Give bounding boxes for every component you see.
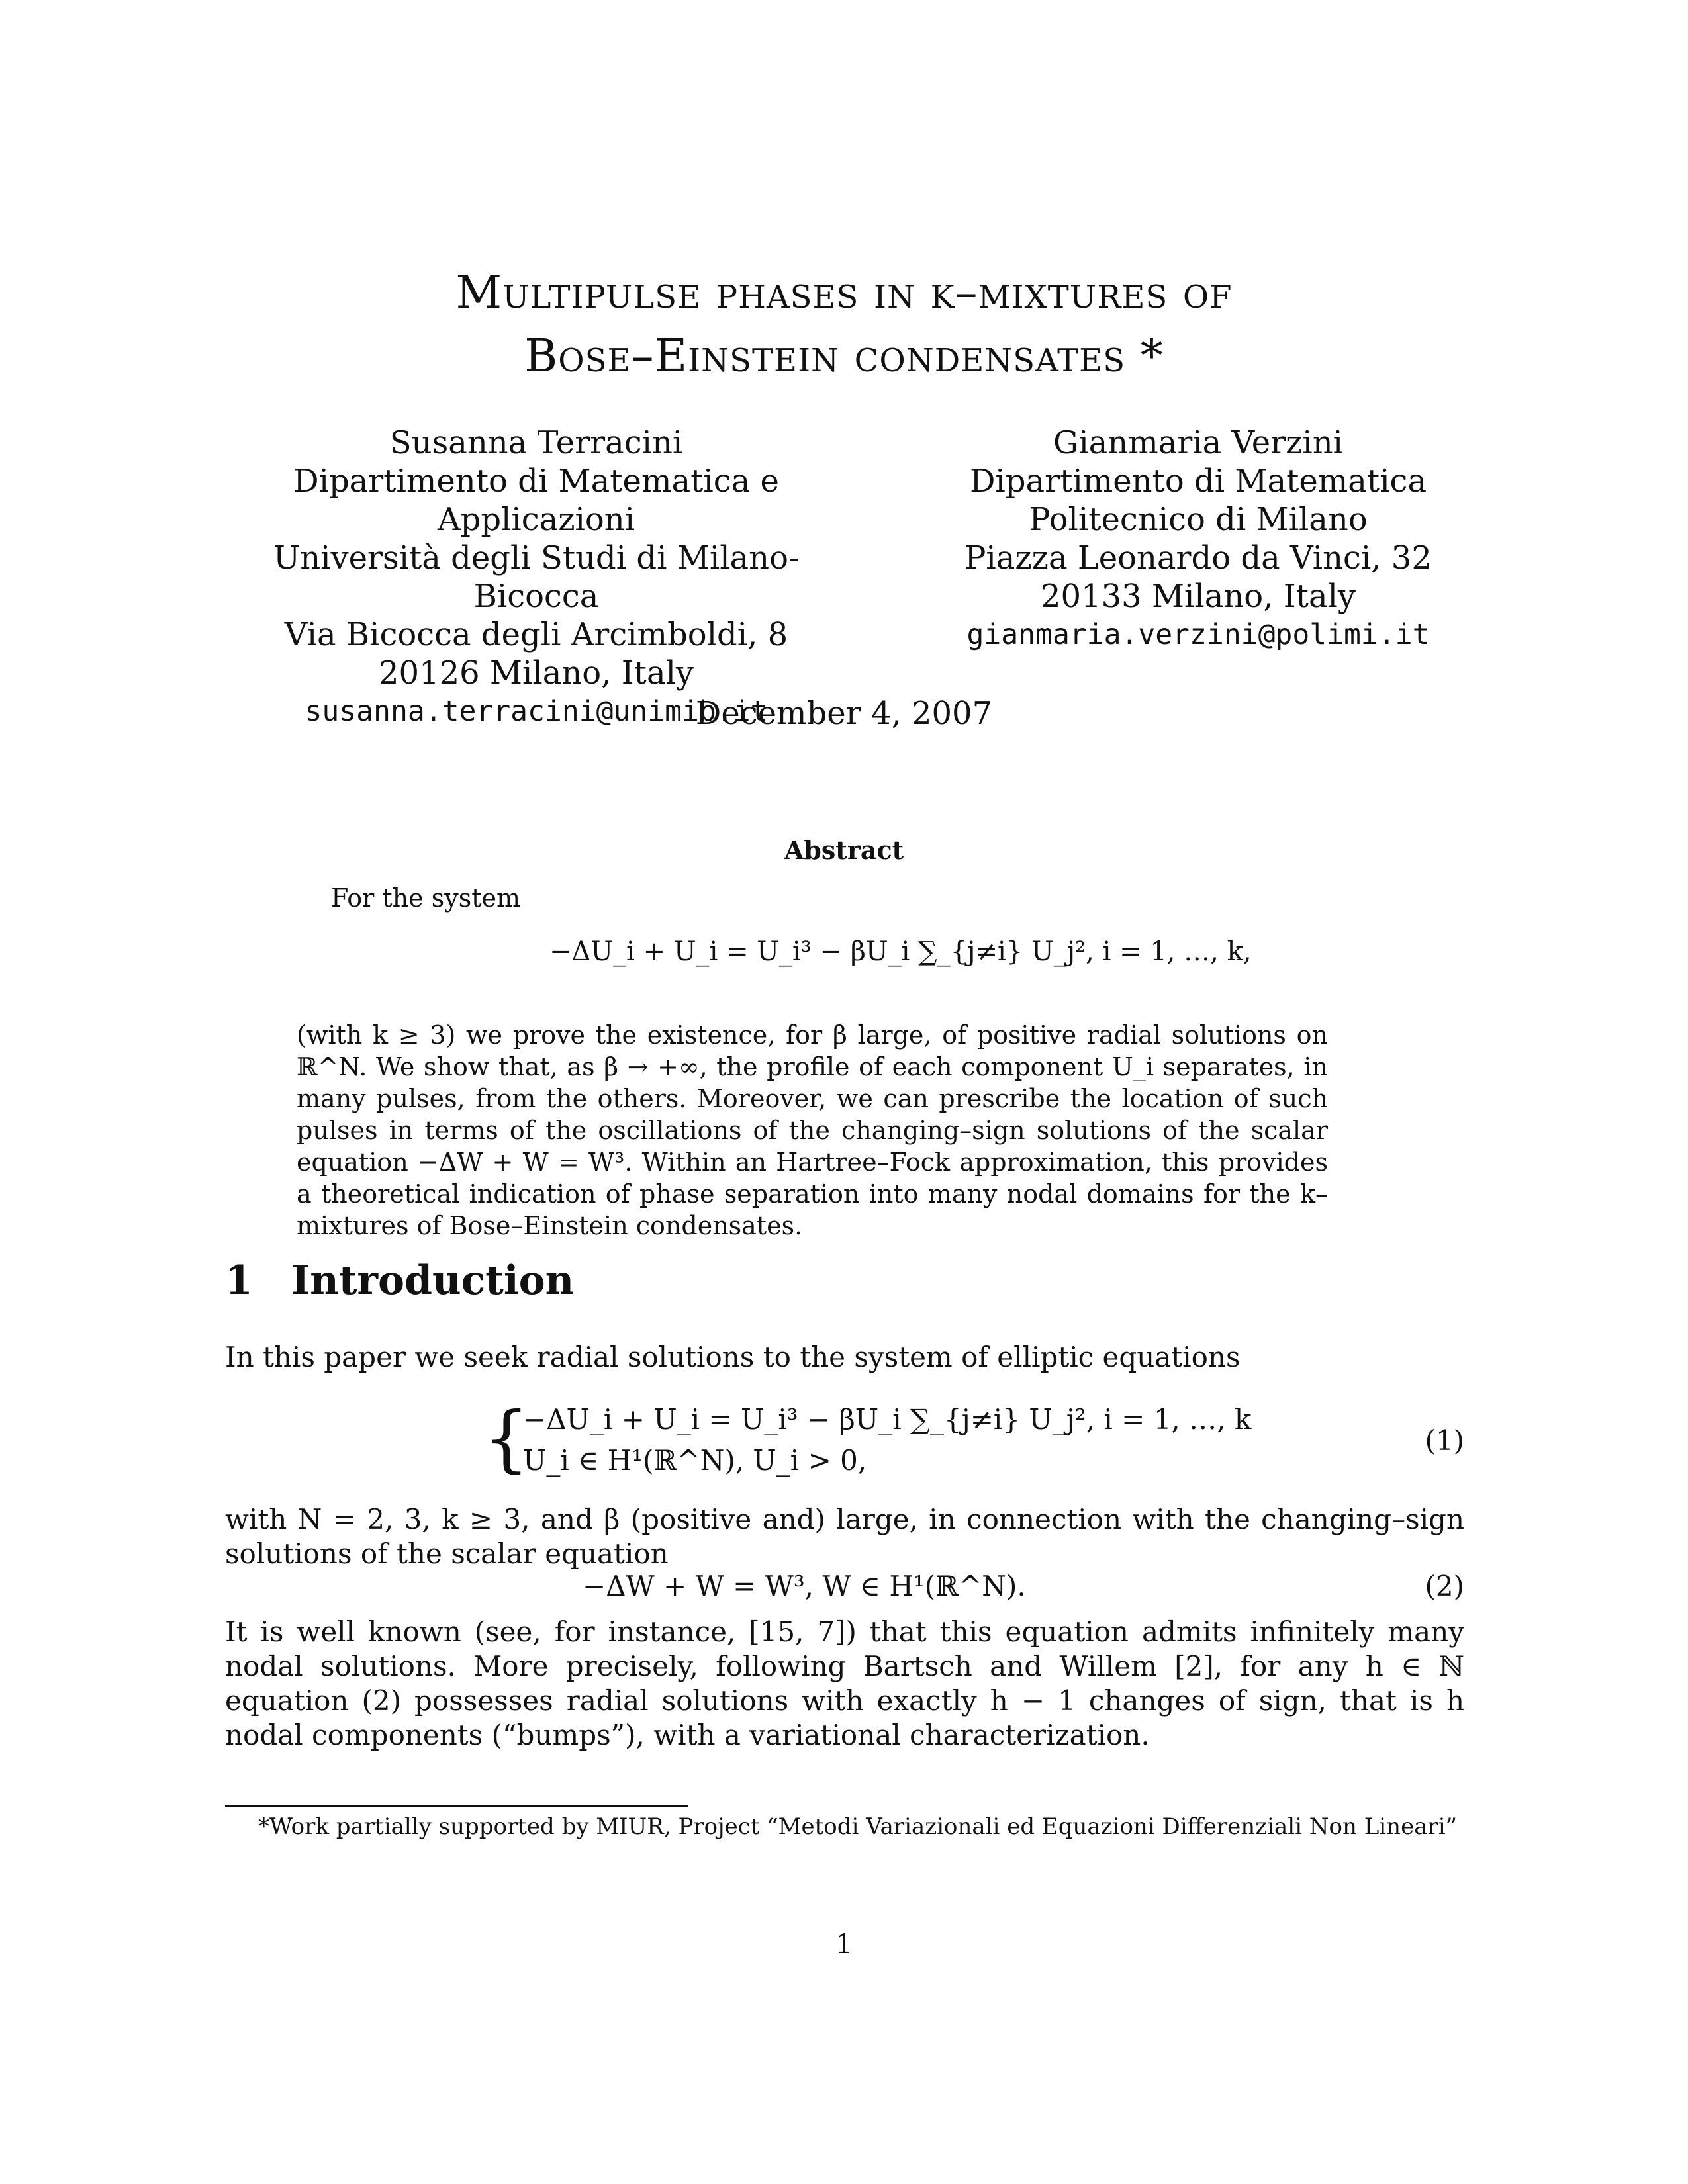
paper-title-line-2: Bose–Einstein condensates * bbox=[524, 330, 1164, 383]
paper-date: December 4, 2007 bbox=[695, 695, 993, 732]
footnote-rule bbox=[225, 1805, 688, 1807]
intro-paragraph-2: with N = 2, 3, k ≥ 3, and β (positive and) large, in connection with the changing–sign solutions of the scalar equation bbox=[225, 1503, 1464, 1570]
page-number: 1 bbox=[835, 1929, 853, 1960]
equation-1-line-1: −ΔU_i + U_i = U_i³ − βU_i ∑_{j≠i} U_j², i = 1, …, k bbox=[523, 1403, 1252, 1435]
author-block-2 bbox=[900, 424, 1496, 654]
equation-2-number: (2) bbox=[1425, 1570, 1464, 1602]
author-block-1 bbox=[218, 424, 854, 731]
equation-1-number: (1) bbox=[1425, 1424, 1464, 1457]
intro-paragraph-1: In this paper we seek radial solutions to the system of elliptic equations bbox=[225, 1341, 1241, 1373]
equation-1-line-2: U_i ∈ H¹(ℝ^N), U_i > 0, bbox=[523, 1444, 867, 1477]
abstract-heading: Abstract bbox=[784, 835, 904, 865]
author-city: 20133 Milano, Italy bbox=[1040, 578, 1356, 615]
abstract-text: (with k ≥ 3) we prove the existence, for β large, of positive radial solutions on ℝ^N. We show that, as β → +∞, the profile of each component U_i separates, in many pulses, from the others. Moreover, we can prescribe the location of such pulses in terms of the oscillations of the changing–sign solutions of the scalar equation −ΔW + W = W³. Within an Hartree–Fock approximation, this provides a theoretical indication of phase separation into many nodal domains for the k–mixtures of Bose–Einstein condensates. bbox=[297, 1021, 1328, 1240]
footnote: *Work partially supported by MIUR, Project “Metodi Variazionali ed Equazioni Differenziali Non Lineari” bbox=[258, 1813, 1457, 1840]
author-email[interactable]: gianmaria.verzini@polimi.it bbox=[966, 618, 1430, 651]
author-university: Università degli Studi di Milano-Bicocca bbox=[273, 539, 800, 615]
equation-2: −ΔW + W = W³, W ∈ H¹(ℝ^N). bbox=[583, 1570, 1026, 1602]
system-brace: { bbox=[483, 1396, 530, 1480]
author-name: Gianmaria Verzini bbox=[1053, 424, 1344, 461]
section-title: Introduction bbox=[291, 1257, 575, 1304]
author-university: Politecnico di Milano bbox=[1029, 501, 1368, 538]
intro-paragraph-3: It is well known (see, for instance, [15, 7]) that this equation admits infinitely many nodal solutions. More precisely, following Bartsch and Willem [2], for any h ∈ ℕ equation (2) possesses radial solutions with exactly h − 1 changes of sign, that is h nodal components (“bumps”), with a variational characterization. bbox=[225, 1615, 1464, 1751]
author-email[interactable]: susanna.terracini@unimib.it bbox=[305, 695, 768, 728]
author-department: Dipartimento di Matematica bbox=[969, 463, 1427, 500]
author-street: Via Bicocca degli Arcimboldi, 8 bbox=[284, 616, 788, 653]
paper-title-line-1: Multipulse phases in k–mixtures of bbox=[455, 267, 1233, 319]
author-department: Dipartimento di Matematica e Applicazioni bbox=[293, 463, 779, 538]
author-street: Piazza Leonardo da Vinci, 32 bbox=[964, 539, 1432, 576]
section-number: 1 bbox=[225, 1257, 253, 1304]
author-city: 20126 Milano, Italy bbox=[378, 655, 694, 692]
abstract-intro: For the system bbox=[331, 884, 520, 913]
abstract-equation: −ΔU_i + U_i = U_i³ − βU_i ∑_{j≠i} U_j², i = 1, …, k, bbox=[549, 936, 1252, 967]
section-heading bbox=[225, 1257, 574, 1304]
author-name: Susanna Terracini bbox=[389, 424, 683, 461]
